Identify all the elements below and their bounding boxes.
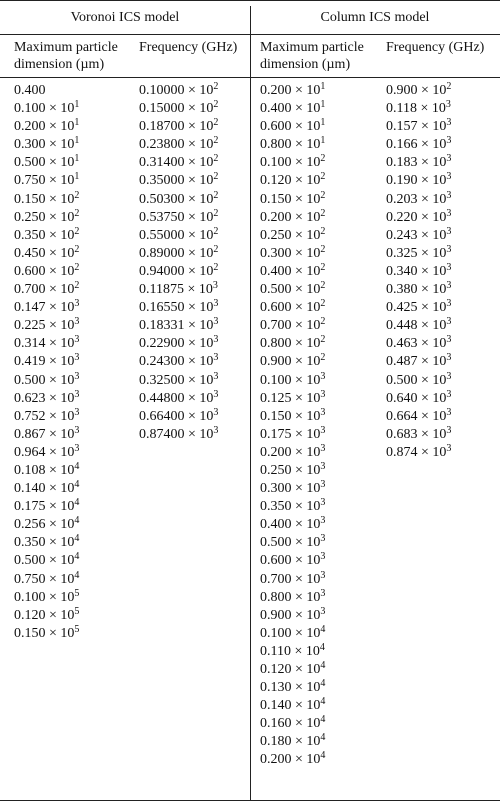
table-cell: $0.11875 \times 10^3$	[139, 280, 218, 298]
table-cell: $0.150 \times 10^5$	[14, 623, 80, 641]
table-cell: $0.203 \times 10^3$	[386, 189, 452, 207]
column-group-title: Column ICS model	[320, 10, 430, 25]
table-cell: $0.250 \times 10^3$	[260, 460, 326, 478]
table-cell: $0.463 \times 10^3$	[386, 334, 452, 352]
table-cell: $0.350 \times 10^3$	[260, 497, 326, 515]
table-cell: $0.900 \times 10^2$	[386, 81, 452, 98]
table-cell: $0.640 \times 10^3$	[386, 388, 452, 406]
table-cell: $0.419 \times 10^3$	[14, 352, 80, 370]
table-cell: $0.120 \times 10^5$	[14, 605, 80, 623]
table-cell: $0.50300 \times 10^2$	[139, 189, 219, 207]
header-line: dimension (µm)	[14, 57, 105, 72]
table-cell: $0.400 \times 10^3$	[260, 515, 326, 533]
table-cell: $0.200 \times 10^1$	[260, 81, 326, 98]
table-cell: $0.87400 \times 10^3$	[139, 424, 219, 442]
table-cell: $0.600 \times 10^2$	[14, 261, 80, 279]
top-rule	[0, 0, 500, 1]
table-cell: $0.157 \times 10^3$	[386, 117, 452, 135]
table-cell: $0.140 \times 10^4$	[14, 479, 80, 497]
table-cell: $0.600 \times 10^1$	[260, 117, 326, 135]
table-cell: $0.166 \times 10^3$	[386, 135, 452, 153]
table-cell: $0.120 \times 10^4$	[260, 660, 326, 677]
table-cell: $0.500 \times 10^3$	[386, 370, 452, 388]
table-cell: $0.130 \times 10^4$	[260, 678, 326, 696]
table-cell: $0.487 \times 10^3$	[386, 352, 452, 370]
table-cell: $0.448 \times 10^3$	[386, 316, 452, 334]
table-cell: $0.600 \times 10^3$	[260, 551, 326, 569]
table-cell: $0.150 \times 10^2$	[260, 189, 326, 207]
table-cell: $0.700 \times 10^2$	[14, 280, 80, 298]
table-cell: $0.700 \times 10^3$	[260, 569, 326, 587]
table-cell: $0.380 \times 10^3$	[386, 280, 452, 298]
table-cell: $0.256 \times 10^4$	[14, 515, 80, 533]
table-cell: $0.500 \times 10^2$	[260, 280, 326, 298]
table-cell: $0.175 \times 10^4$	[14, 497, 80, 515]
voronoi-dimension-header	[14, 39, 118, 73]
table-cell: $0.55000 \times 10^2$	[139, 225, 219, 243]
table-cell: $0.225 \times 10^3$	[14, 316, 80, 334]
column-frequency-column	[386, 82, 451, 462]
header-line: dimension (µm)	[260, 57, 351, 72]
table-cell: $0.700 \times 10^2$	[260, 316, 326, 334]
table-cell: $0.32500 \times 10^3$	[139, 370, 219, 388]
table-cell: $0.800 \times 10^1$	[260, 135, 326, 153]
table-cell: $0.900 \times 10^3$	[260, 605, 326, 623]
table-cell: $0.118 \times 10^3$	[386, 99, 451, 117]
table-cell: $0.89000 \times 10^2$	[139, 243, 219, 261]
table-cell: $0.15000 \times 10^2$	[139, 99, 219, 117]
table-cell: $0.140 \times 10^4$	[260, 696, 326, 714]
table-cell: $0.16550 \times 10^3$	[139, 298, 219, 316]
table-cell: $0.867 \times 10^3$	[14, 424, 80, 442]
table-cell: $0.200 \times 10^4$	[260, 750, 326, 768]
table-cell: $0.150 \times 10^3$	[260, 406, 326, 424]
table-cell: $0.100 \times 10^2$	[260, 153, 326, 171]
table-cell: $0.175 \times 10^3$	[260, 424, 326, 442]
column-dimension-column	[260, 82, 325, 770]
table-cell: $0.100 \times 10^1$	[14, 99, 80, 117]
table-cell: $0.600 \times 10^2$	[260, 298, 326, 316]
table-cell: $0.100 \times 10^5$	[14, 587, 80, 605]
table-cell: $0.350 \times 10^2$	[14, 225, 80, 243]
table-cell: $0.10000 \times 10^2$	[139, 81, 219, 98]
table-cell: $0.66400 \times 10^3$	[139, 406, 219, 424]
table-cell: $0.300 \times 10^3$	[260, 479, 326, 497]
table-cell: $0.100 \times 10^3$	[260, 370, 326, 388]
table-cell: $0.200 \times 10^3$	[260, 442, 326, 460]
table-cell: $0.24300 \times 10^3$	[139, 352, 219, 370]
table-cell: $0.964 \times 10^3$	[14, 442, 80, 460]
bottom-rule	[0, 800, 500, 801]
table-cell: $0.220 \times 10^3$	[386, 207, 452, 225]
table-cell: $0.250 \times 10^2$	[260, 225, 326, 243]
table-cell: $0.800 \times 10^2$	[260, 334, 326, 352]
table-cell: $0.108 \times 10^4$	[14, 460, 80, 478]
table-cell: $0.35000 \times 10^2$	[139, 171, 219, 189]
table-cell: $0.250 \times 10^2$	[14, 207, 80, 225]
voronoi-frequency-header: Frequency (GHz)	[139, 40, 238, 55]
table-cell: $0.18331 \times 10^3$	[139, 316, 219, 334]
table-cell: $0.800 \times 10^3$	[260, 587, 326, 605]
table-cell: $0.300 \times 10^1$	[14, 135, 80, 153]
table-cell: $0.110 \times 10^4$	[260, 641, 325, 659]
table-cell: $0.94000 \times 10^2$	[139, 261, 219, 279]
table-cell: $0.350 \times 10^4$	[14, 533, 80, 551]
table-cell: $0.120 \times 10^2$	[260, 171, 326, 189]
header-line: Maximum particle	[260, 40, 364, 55]
table-cell: $0.53750 \times 10^2$	[139, 207, 219, 225]
table-cell: $0.325 \times 10^3$	[386, 243, 452, 261]
table-cell: $0.500 \times 10^4$	[14, 551, 80, 569]
table-cell: $0.180 \times 10^4$	[260, 732, 326, 750]
table-cell: $0.150 \times 10^2$	[14, 189, 80, 207]
table-cell: $0.752 \times 10^3$	[14, 406, 80, 424]
table-cell: $0.314 \times 10^3$	[14, 334, 80, 352]
table-cell: $0.500 \times 10^1$	[14, 153, 80, 171]
table-cell: $0.243 \times 10^3$	[386, 225, 452, 243]
table-cell: $0.750 \times 10^4$	[14, 569, 80, 587]
table-cell: $0.125 \times 10^3$	[260, 388, 326, 406]
table-cell: $0.147 \times 10^3$	[14, 298, 80, 316]
table-cell: $0.500 \times 10^3$	[260, 533, 326, 551]
table-cell: $0.340 \times 10^3$	[386, 261, 452, 279]
table-cell: 0.400	[14, 83, 46, 98]
voronoi-frequency-column	[139, 82, 218, 444]
table-cell: $0.44800 \times 10^3$	[139, 388, 219, 406]
table-cell: $0.623 \times 10^3$	[14, 388, 80, 406]
table-cell: $0.200 \times 10^2$	[260, 207, 326, 225]
table-cell: $0.750 \times 10^1$	[14, 171, 80, 189]
column-dimension-header	[260, 39, 364, 73]
header-line: Maximum particle	[14, 40, 118, 55]
table-cell: $0.500 \times 10^3$	[14, 370, 80, 388]
voronoi-dimension-column	[14, 82, 79, 643]
table-cell: $0.183 \times 10^3$	[386, 153, 452, 171]
table-cell: $0.450 \times 10^2$	[14, 243, 80, 261]
group-divider	[250, 6, 251, 800]
table-cell: $0.874 \times 10^3$	[386, 442, 452, 460]
voronoi-group-title: Voronoi ICS model	[70, 10, 180, 25]
table-cell: $0.23800 \times 10^2$	[139, 135, 219, 153]
table-cell: $0.683 \times 10^3$	[386, 424, 452, 442]
table-cell: $0.22900 \times 10^3$	[139, 334, 219, 352]
column-frequency-header: Frequency (GHz)	[386, 40, 485, 55]
table-cell: $0.400 \times 10^1$	[260, 99, 326, 117]
table-cell: $0.664 \times 10^3$	[386, 406, 452, 424]
table-cell: $0.31400 \times 10^2$	[139, 153, 219, 171]
table-cell: $0.190 \times 10^3$	[386, 171, 452, 189]
table-cell: $0.425 \times 10^3$	[386, 298, 452, 316]
table-cell: $0.300 \times 10^2$	[260, 243, 326, 261]
table-cell: $0.400 \times 10^2$	[260, 261, 326, 279]
table-cell: $0.200 \times 10^1$	[14, 117, 80, 135]
table-cell: $0.18700 \times 10^2$	[139, 117, 219, 135]
table-cell: $0.100 \times 10^4$	[260, 623, 326, 641]
table-cell: $0.900 \times 10^2$	[260, 352, 326, 370]
table-cell: $0.160 \times 10^4$	[260, 714, 326, 732]
